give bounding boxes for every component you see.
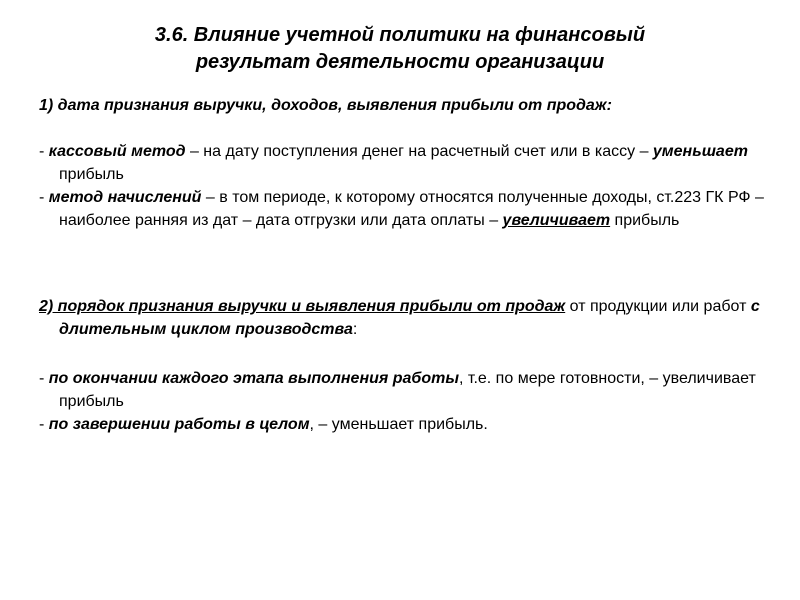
- cash-method-effect: уменьшает: [652, 143, 748, 160]
- item-dash: -: [39, 143, 49, 160]
- section-2-items: [39, 367, 769, 436]
- cash-method-item: [39, 140, 769, 186]
- section-1-heading: 1) дата признания выручки, доходов, выявления прибыли от продаж:: [39, 97, 612, 114]
- accrual-method-text: – в том периоде, к которому относятся полученные доходы, ст.223 ГК РФ – наиболее ранняя из дат – дата отгрузки или дата оплаты –: [59, 189, 764, 229]
- accrual-method-item: [39, 186, 769, 232]
- cash-method-term: кассовый метод: [48, 143, 186, 160]
- accrual-method-effect: увеличивает: [502, 212, 611, 229]
- slide-title: [40, 22, 760, 76]
- section-2-heading-main: 2) порядок признания выручки и выявления прибыли от продаж: [39, 298, 566, 315]
- title-line-1: 3.6. Влияние учетной политики на финансовый: [154, 24, 646, 46]
- full-completion-item: [39, 413, 769, 436]
- cash-method-text: – на дату поступления денег на расчетный счет или в кассу –: [185, 143, 653, 160]
- section-2-heading-colon: :: [352, 321, 358, 338]
- item-dash: -: [39, 189, 49, 206]
- section-2-heading-text: от продукции или работ: [565, 298, 751, 315]
- stage-completion-text: , т.е. по мере готовности, – увеличивает прибыль: [59, 370, 756, 410]
- section-1-items: [39, 140, 769, 232]
- full-completion-term: по завершении работы в целом: [48, 416, 310, 433]
- stage-completion-item: [39, 367, 769, 413]
- stage-completion-term: по окончании каждого этапа выполнения работы: [48, 370, 459, 387]
- accrual-method-text-end: прибыль: [610, 212, 680, 229]
- title-line-2: результат деятельности организации: [195, 51, 605, 73]
- full-completion-text: , – уменьшает прибыль.: [309, 416, 488, 433]
- section-2-heading: [39, 295, 769, 341]
- accrual-method-term: метод начислений: [48, 189, 202, 206]
- section-2-heading-cycle: с длительным циклом производства: [59, 298, 760, 338]
- item-dash: -: [39, 416, 49, 433]
- item-dash: -: [39, 370, 49, 387]
- cash-method-text-end: прибыль: [59, 166, 124, 183]
